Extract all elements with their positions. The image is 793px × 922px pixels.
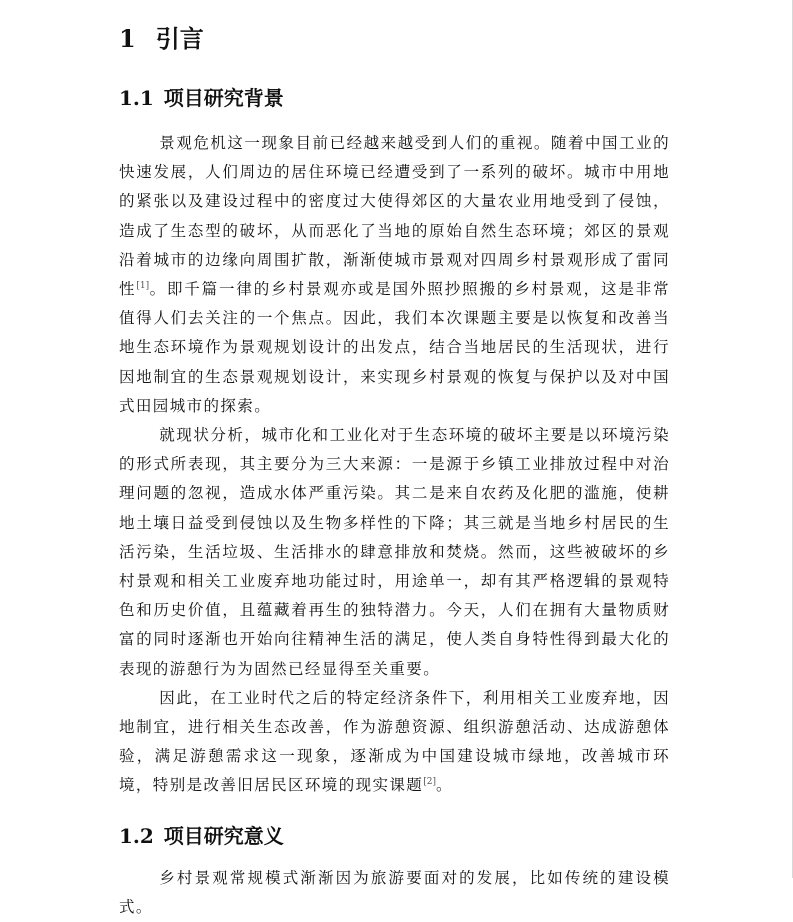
paragraph-text: 景观危机这一现象目前已经越来越受到人们的重视。随着中国工业的快速发展，人们周边的居住环境已经遭受到了一系列的破坏。城市中用地的紧张以及建设过程中的密度过大使得郊区的大量农业用地受到了侵蚀，造成了生态型的破坏，从而恶化了当地的原始自然生态环境；郊区的景观沿着城市的边缘向周围扩散，渐渐使城市景观对四周乡村景观形成了雷同性 [119,134,670,299]
citation-reference[interactable]: [2] [423,777,436,788]
paragraph-text: 乡村景观常规模式渐渐因为旅游要面对的发展，比如传统的建设模式。 [119,869,670,916]
section-title: 项目研究背景 [163,86,284,110]
chapter-title: 引言 [155,24,204,53]
section-heading-background [119,84,284,112]
citation-reference[interactable]: [1] [136,280,150,291]
section-number: 1.1 [119,86,154,110]
paragraph [119,864,670,922]
section-body-background [119,129,670,801]
section-heading-significance [119,822,284,850]
cut-off-paragraph [119,864,670,916]
paragraph [119,129,670,421]
paragraph-text: 因此，在工业时代之后的特定经济条件下，利用相关工业废弃地，因地制宜，进行相关生态改善，作为游憩资源、组织游憩活动、达成游憩体验，满足游憩需求这一现象，逐渐成为中国建设城市绿地，改善城市环境，特别是改善旧居民区环境的现实课题 [119,688,670,795]
paragraph-text-continued: 。即千篇一律的乡村景观亦或是国外照抄照搬的乡村景观，这是非常值得人们去关注的一个焦点。因此，我们本次课题主要是以恢复和改善当地生态环境作为景观规划设计的出发点，结合当地居民的生活现状，进行因地制宜的生态景观规划设计，来实现乡村景观的恢复与保护以及对中国式田园城市的探索。 [119,280,670,415]
paragraph [119,684,670,801]
paragraph-text: 就现状分析，城市化和工业化对于生态环境的破坏主要是以环境污染的形式所表现，其主要分为三大来源：一是源于乡镇工业排放过程中对治理问题的忽视，造成水体严重污染。其二是来自农药及化肥的滥施，使耕地土壤日益受到侵蚀以及生物多样性的下降；其三就是当地乡村居民的生活污染，生活垃圾、生活排水的肆意排放和焚烧。然而，这些被破坏的乡村景观和相关工业废弃地功能过时，用途单一，却有其严格逻辑的景观特色和历史价值，且蕴藏着再生的独特潜力。今天，人们在拥有大量物质财富的同时逐渐也开始向往精神生活的满足，使人类自身特性得到最大化的表现的游憩行为为固然已经显得至关重要。 [119,426,670,678]
section-number: 1.2 [119,824,154,848]
paragraph-text-continued: 。 [435,776,453,795]
section-title: 项目研究意义 [163,824,284,848]
paragraph [119,421,670,684]
chapter-number: 1 [119,24,136,53]
chapter-heading [119,22,204,56]
